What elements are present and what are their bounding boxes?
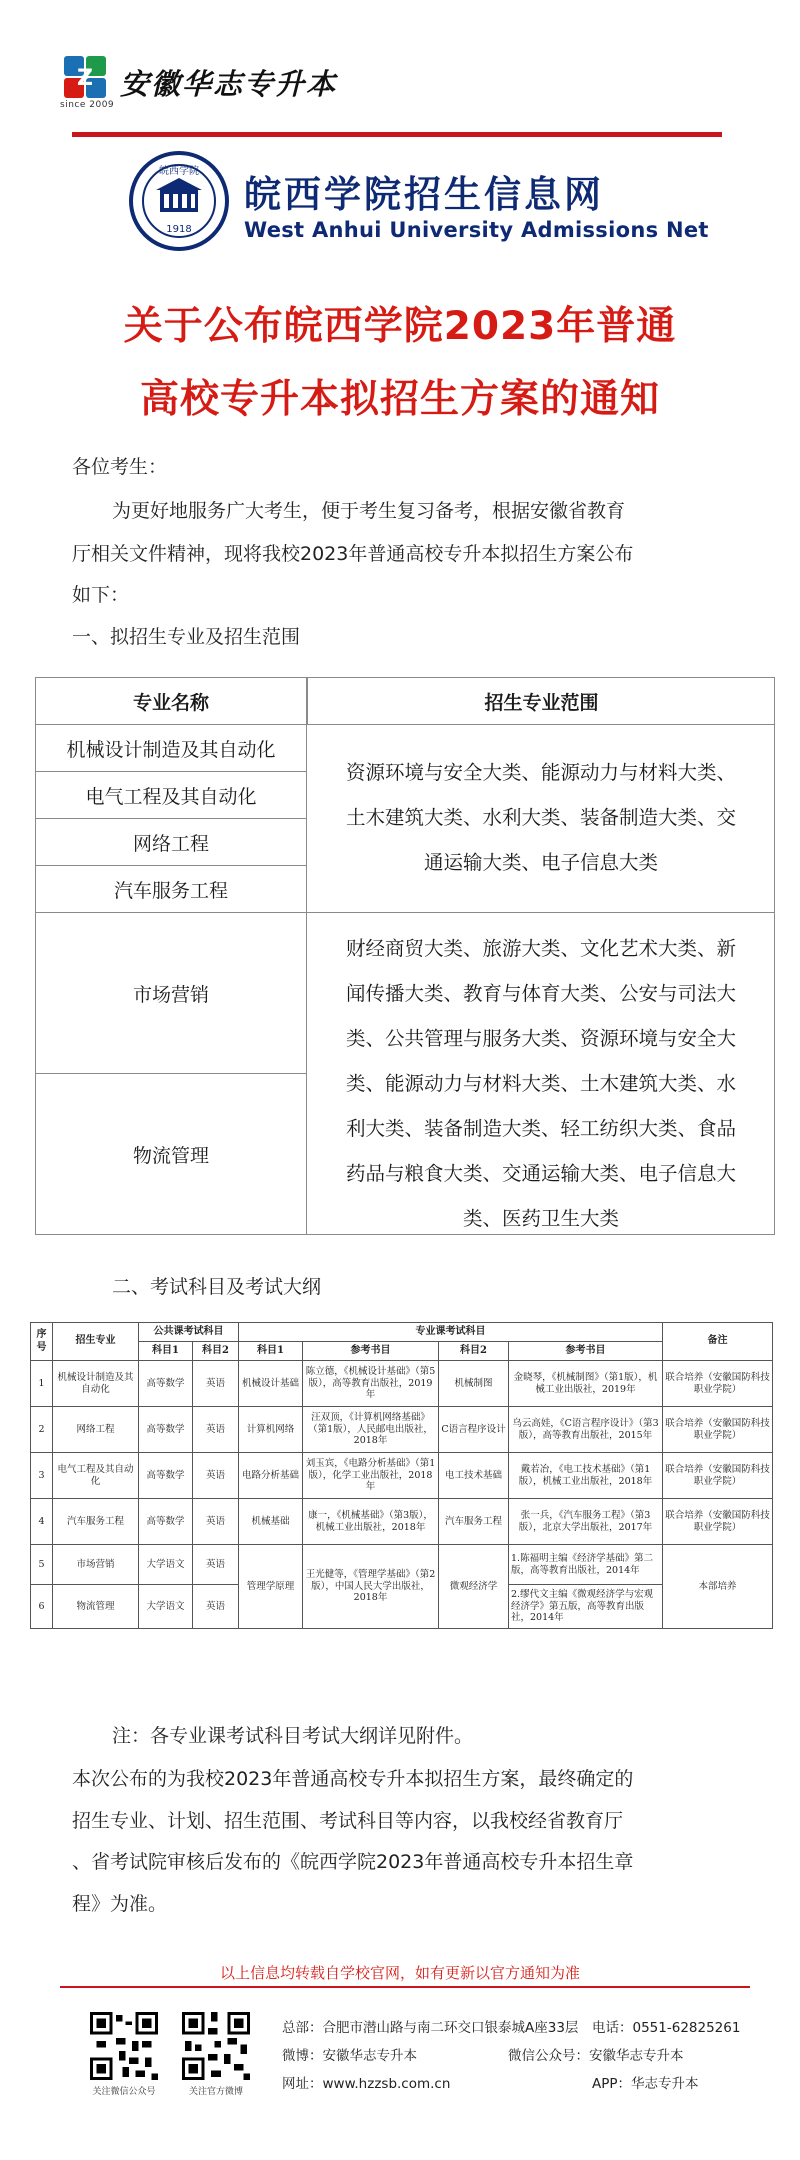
intro-line1: 为更好地服务广大考生，便于考生复习备考，根据安徽省教育 [112, 500, 626, 522]
header-divider [72, 132, 722, 137]
cell: 机械基础 [239, 1499, 303, 1545]
cell: 5 [31, 1545, 53, 1585]
cell: 6 [31, 1585, 53, 1629]
app-name: APP：华志专升本 [592, 2076, 699, 2092]
th-sub2: 科目2 [439, 1342, 509, 1361]
cell: 计算机网络 [239, 1407, 303, 1453]
cell: 1.陈福明主编《经济学基础》第二版，高等教育出版社，2014年 [509, 1545, 663, 1585]
exam-subjects-table [30, 1322, 773, 1629]
school-name-cn: 皖西学院招生信息网 [244, 172, 604, 216]
cell: 市场营销 [53, 1545, 139, 1585]
cell: 3 [31, 1453, 53, 1499]
intro-line2: 厅相关文件精神，现将我校2023年普通高校专升本拟招生方案公布 [72, 543, 634, 565]
cell: 康一，《机械基础》（第3版），机械工业出版社，2018年 [303, 1499, 439, 1545]
table-row [31, 1545, 773, 1585]
wechat-qr-code-icon [90, 2012, 158, 2080]
cell: 电工技术基础 [439, 1453, 509, 1499]
cell: 电路分析基础 [239, 1453, 303, 1499]
th-sub1: 科目1 [139, 1342, 193, 1361]
table-row [31, 1499, 773, 1545]
table1-major-cell: 电气工程及其自动化 [36, 772, 306, 819]
section1-heading: 一、拟招生专业及招生范围 [72, 626, 301, 648]
cell: 高等数学 [139, 1407, 193, 1453]
th-public: 公共课考试科目 [139, 1323, 239, 1342]
cell: 物流管理 [53, 1585, 139, 1629]
cell: 英语 [193, 1499, 239, 1545]
scope-line: 类、医药卫生大类 [462, 1207, 619, 1230]
th-book: 参考书目 [303, 1342, 439, 1361]
scope-line: 通运输大类、电子信息大类 [423, 851, 658, 874]
cell: 联合培养（安徽国防科技职业学院） [663, 1361, 773, 1407]
cell: 汽车服务工程 [53, 1499, 139, 1545]
seal-text: 皖西学院 [159, 166, 199, 177]
th-major: 招生专业 [53, 1323, 139, 1361]
weibo-qr-caption: 关注官方微博 [188, 2087, 243, 2097]
table1-header-scope: 招生专业范围 [307, 678, 775, 725]
cell: 金晓琴，《机械制图》（第1版），机械工业出版社，2019年 [509, 1361, 663, 1407]
wechat-qr-caption: 关注微信公众号 [92, 2087, 156, 2097]
cell: 英语 [193, 1585, 239, 1629]
th-seq: 序号 [31, 1323, 53, 1361]
notice-title-line1: 关于公布皖西学院2023年普通 [123, 304, 677, 349]
table1-major-cell: 网络工程 [36, 819, 306, 866]
cell: 大学语文 [139, 1585, 193, 1629]
cell: 英语 [193, 1407, 239, 1453]
scope-line: 药品与粮食大类、交通运输大类、电子信息大 [345, 1162, 736, 1185]
table-row [31, 1407, 773, 1453]
cell: 联合培养（安徽国防科技职业学院） [663, 1453, 773, 1499]
table1-major-cell: 机械设计制造及其自动化 [36, 725, 306, 772]
cell: 陈立德，《机械设计基础》（第5版），高等教育出版社，2019年 [303, 1361, 439, 1407]
table1-scope-group-a [321, 750, 761, 885]
cell: 4 [31, 1499, 53, 1545]
closing-line2: 招生专业、计划、招生范围、考试科目等内容，以我校经省教育厅 [72, 1810, 624, 1832]
th-professional: 专业课考试科目 [239, 1323, 663, 1342]
table1-major-cell: 物流管理 [132, 1144, 209, 1167]
scope-line: 土木建筑大类、水利大类、装备制造大类、交 [345, 806, 736, 829]
cell: C语言程序设计 [439, 1407, 509, 1453]
cell: 戴若冶，《电工技术基础》（第1版），机械工业出版社，2018年 [509, 1453, 663, 1499]
website[interactable]: 网址：www.hzzsb.com.cn [282, 2076, 451, 2092]
weibo-qr-code-icon [182, 2012, 250, 2080]
appendix-note: 注：各专业课考试科目考试大纲详见附件。 [112, 1725, 474, 1747]
cell: 汽车服务工程 [439, 1499, 509, 1545]
repost-notice: 以上信息均转载自学校官网，如有更新以官方通知为准 [219, 1964, 580, 1982]
th-sub2: 科目2 [193, 1342, 239, 1361]
weibo-account: 微博：安徽华志专升本 [282, 2048, 417, 2064]
closing-line3: 、省考试院审核后发布的《皖西学院2023年普通高校专升本招生章 [72, 1851, 634, 1873]
cell: 机械设计制造及其自动化 [53, 1361, 139, 1407]
cell: 高等数学 [139, 1453, 193, 1499]
cell: 网络工程 [53, 1407, 139, 1453]
scope-line: 类、能源动力与材料大类、土木建筑大类、水 [345, 1072, 736, 1095]
table-row [31, 1361, 773, 1407]
wechat-account: 微信公众号：安徽华志专升本 [508, 2048, 684, 2064]
cell: 微观经济学 [439, 1545, 509, 1629]
intro-line3: 如下： [72, 584, 130, 606]
cell: 电气工程及其自动化 [53, 1453, 139, 1499]
cell: 联合培养（安徽国防科技职业学院） [663, 1499, 773, 1545]
footer-divider [60, 1986, 750, 1988]
brand-name: 安徽华志专升本 [120, 67, 338, 101]
cell: 汪双顶，《计算机网络基础》（第1版），人民邮电出版社，2018年 [303, 1407, 439, 1453]
cell: 高等数学 [139, 1361, 193, 1407]
cell: 乌云高娃，《C语言程序设计》（第3版），高等教育出版社，2015年 [509, 1407, 663, 1453]
cell: 英语 [193, 1545, 239, 1585]
cell: 本部培养 [663, 1545, 773, 1629]
th-book: 参考书目 [509, 1342, 663, 1361]
address: 总部：合肥市潜山路与南二环交口银泰城A座33层 [282, 2020, 579, 2036]
cell: 2 [31, 1407, 53, 1453]
section2-heading: 二、考试科目及考试大纲 [112, 1276, 322, 1298]
th-sub1: 科目1 [239, 1342, 303, 1361]
scope-line: 资源环境与安全大类、能源动力与材料大类、 [345, 761, 736, 784]
cell: 机械设计基础 [239, 1361, 303, 1407]
th-note: 备注 [663, 1323, 773, 1361]
svg-text:Z: Z [77, 66, 93, 91]
cell: 张一兵，《汽车服务工程》（第3版），北京大学出版社，2017年 [509, 1499, 663, 1545]
closing-line4: 程》为准。 [72, 1893, 168, 1915]
scope-line: 闻传播大类、教育与体育大类、公安与司法大 [345, 982, 736, 1005]
closing-line1: 本次公布的为我校2023年普通高校专升本拟招生方案，最终确定的 [72, 1768, 634, 1790]
table1-major-cell: 汽车服务工程 [36, 866, 306, 913]
cell: 机械制图 [439, 1361, 509, 1407]
scope-line: 财经商贸大类、旅游大类、文化艺术大类、新 [345, 937, 736, 960]
scope-line: 利大类、装备制造大类、轻工纺织大类、食品 [345, 1117, 736, 1140]
table1-major-cell: 市场营销 [36, 913, 306, 1074]
brand-logo-icon [62, 54, 108, 100]
table-row [31, 1453, 773, 1499]
cell: 联合培养（安徽国防科技职业学院） [663, 1407, 773, 1453]
admission-scope-table [35, 677, 775, 1235]
school-seal-icon [128, 150, 230, 252]
cell: 大学语文 [139, 1545, 193, 1585]
school-name-en: West Anhui University Admissions Net [244, 218, 709, 242]
table1-header-major: 专业名称 [36, 678, 306, 725]
cell: 王光健等，《管理学基础》（第2版），中国人民大学出版社，2018年 [303, 1545, 439, 1629]
cell: 1 [31, 1361, 53, 1407]
cell: 刘玉宾，《电路分析基础》（第1版），化学工业出版社，2018年 [303, 1453, 439, 1499]
cell: 高等数学 [139, 1499, 193, 1545]
notice-title-line2: 高校专升本拟招生方案的通知 [139, 377, 660, 422]
cell: 英语 [193, 1453, 239, 1499]
phone: 电话：0551-62825261 [592, 2020, 741, 2036]
cell: 管理学原理 [239, 1545, 303, 1629]
seal-year: 1918 [166, 224, 192, 235]
brand-since: since 2009 [60, 100, 115, 110]
scope-line: 类、公共管理与服务大类、资源环境与安全大 [345, 1027, 736, 1050]
salutation: 各位考生： [72, 456, 168, 478]
cell: 英语 [193, 1361, 239, 1407]
table1-scope-group-b [321, 926, 761, 1241]
cell: 2.缪代文主编《微观经济学与宏观经济学》第五版，高等教育出版社，2014年 [509, 1585, 663, 1629]
